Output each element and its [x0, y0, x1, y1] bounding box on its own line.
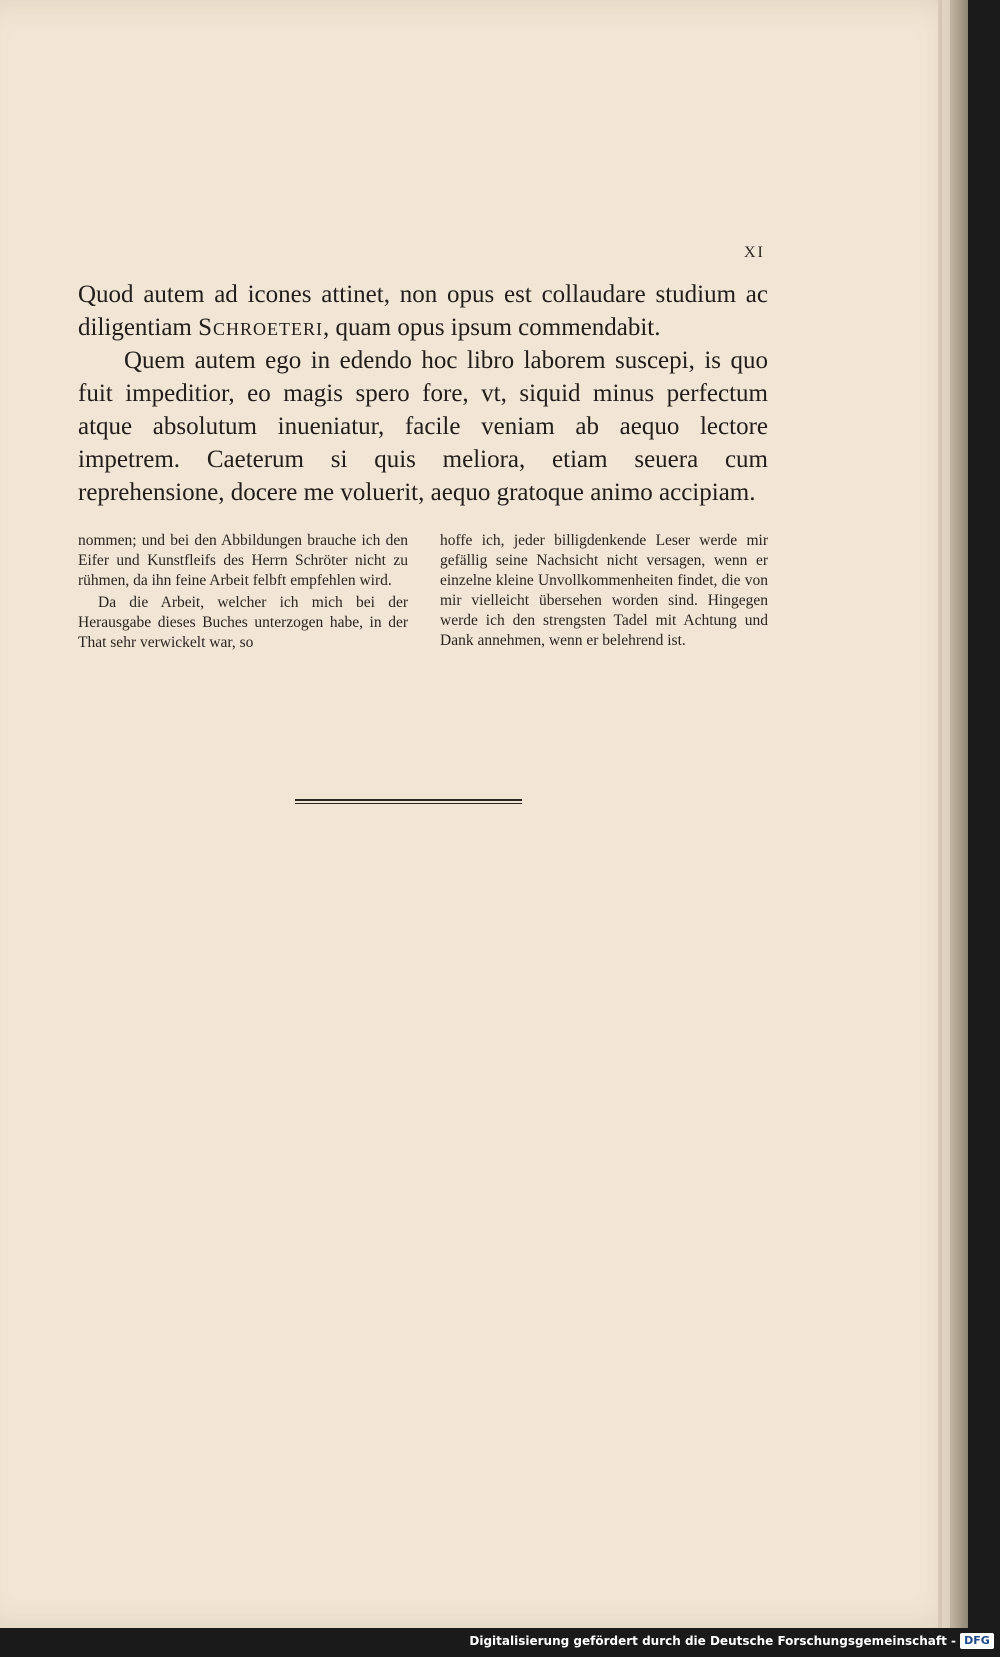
dfg-logo: DFG: [960, 1633, 994, 1649]
german-column-left: [78, 531, 408, 653]
page-number: XI: [744, 244, 765, 261]
latin-p1-lead: Quod autem ad icones attinet, non opus est collaudare studium ac diligentiam: [78, 281, 768, 341]
page-edge-fold: [942, 0, 950, 1628]
latin-text-block: [78, 278, 768, 509]
german-left-paragraph-1: nommen; und bei den Abbildungen brauche ich den Eifer und Kunstfleifs des Herrn Schröter nicht zu rühmen, da ihn feine Arbeit felbft empfehlen wird.: [78, 532, 408, 589]
footer-credit-text: Digitalisierung gefördert durch die Deutsche Forschungsgemeinschaft -: [469, 1634, 956, 1648]
digitization-footer: [0, 1628, 1000, 1657]
latin-paragraph-2: Quem autem ego in edendo hoc libro laborem suscepi, is quo fuit impeditior, eo magis spero fore, vt, siquid minus perfectum atque absolutum inueniatur, facile veniam ab aequo lectore impetrem. Caeterum si quis meliora, etiam seuera cum reprehensione, docere me voluerit, aequo gratoque animo accipiam.: [78, 347, 768, 506]
author-name-schroeteri: Schroeteri: [198, 314, 324, 341]
german-left-paragraph-2: Da die Arbeit, welcher ich mich bei der Herausgabe dieses Buches unterzogen habe, in der That sehr verwickelt war, so: [78, 594, 408, 651]
decorative-double-rule: [295, 799, 522, 805]
german-column-right: [440, 531, 768, 651]
german-right-paragraph-1: hoffe ich, jeder billigdenkende Leser werde mir gefällig seine Nachsicht nicht versagen, wenn er einzelne kleine Unvollkommenheiten findet, die von mir vielleicht übersehen worden sind. Hingegen werde ich den strengsten Tadel mit Achtung und Dank annehmen, wenn er belehrend ist.: [440, 532, 768, 649]
latin-paragraph-1: [78, 278, 768, 344]
latin-p1-tail: , quam opus ipsum commendabit.: [323, 314, 661, 341]
